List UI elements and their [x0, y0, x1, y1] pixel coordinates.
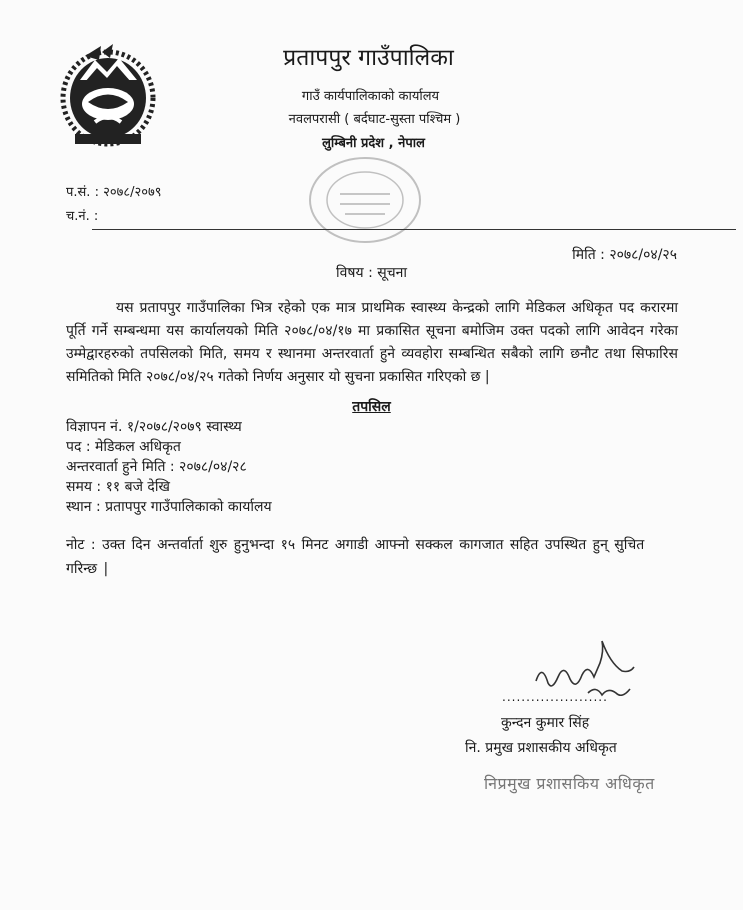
designation-stamp: निप्रमुख प्रशासकिय अधिकृत [484, 774, 655, 793]
list-item: विज्ञापन नं. १/२०७८/२०७९ स्वास्थ्य [66, 419, 242, 435]
notice-subject: विषय : सूचना [336, 265, 407, 281]
list-item: स्थान : प्रतापपुर गाउँपालिकाको कार्यालय [66, 499, 272, 515]
header-divider [92, 229, 736, 230]
signatory-title: नि. प्रमुख प्रशासकीय अधिकृत [465, 740, 617, 756]
list-item: समय : ११ बजे देखि [66, 479, 170, 495]
details-heading: तपसिल [352, 399, 391, 415]
district-name: नवलपरासी ( बर्दघाट-सुस्ता पश्चिम ) [288, 112, 461, 127]
office-name: गाउँ कार्यपालिकाको कार्यालय [301, 89, 440, 104]
office-seal-icon [300, 150, 430, 250]
details-list [66, 417, 272, 517]
list-item: अन्तरवार्ता हुने मिति : २०७८/०४/२८ [66, 459, 247, 475]
dispatch-number: च.नं. : [66, 209, 99, 224]
municipality-title: प्रतापपुर गाउँपालिका [283, 45, 454, 71]
notice-note: नोट : उक्त दिन अन्तर्वार्ता शुरु हुनुभन्दा १५ मिनट अगाडी आफ्नो सक्कल कागजात सहित उपस्थित हुन् सुचित गरिन्छ | [66, 537, 645, 577]
notice-body: यस प्रतापपुर गाउँपालिका भित्र रहेको एक मात्र प्राथमिक स्वास्थ्य केन्द्रको लागि मेडिकल अधिकृत पद करारमा पूर्ति गर्ने सम्बन्धमा यस कार्यालयको मिति २०७८/०४/१७ मा प्रकासित सूचना बमोजिम उक्त पदको लागि आवेदन गरेका उम्मेद्वारहरुको तपसिलको मिति, समय र स्थानमा अन्तरवार्ता हुने व्यवहोरा सम्बन्धित सबैको लागि छनौट तथा सिफारिस समितिको मिति २०७८/०४/२५ गतेको निर्णय अनुसार यो सुचना प्रकासित गरिएको छ | [66, 300, 678, 385]
notice-date: मिति : २०७८/०४/२५ [572, 247, 677, 263]
list-item: पद : मेडिकल अधिकृत [66, 439, 181, 455]
reference-number: प.सं. : २०७८/२०७९ [66, 185, 162, 200]
signature-line: ...................... [502, 690, 608, 704]
province-name: लुम्बिनी प्रदेश , नेपाल [322, 136, 425, 151]
signatory-name: कुन्दन कुमार सिंह [501, 715, 590, 731]
